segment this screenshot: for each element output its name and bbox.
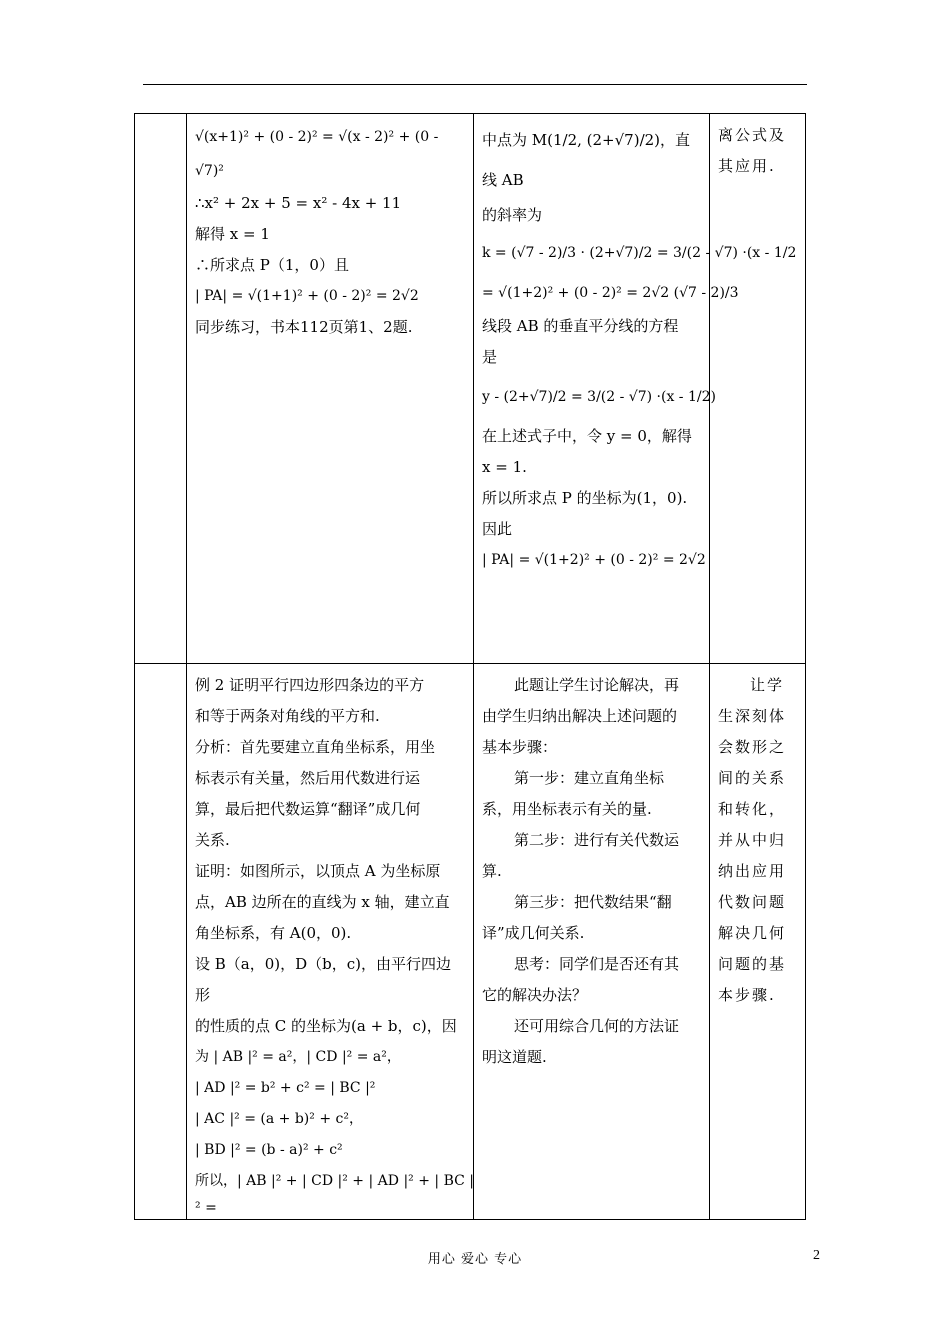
text-line: 中点为 M(1/2, (2+√7)/2)，直线 AB [482, 131, 691, 189]
text-line: 和转化， [718, 800, 787, 818]
footer-motto: 用心 爱心 专心 [427, 1252, 523, 1267]
text-line: 纳出应用 [718, 862, 787, 880]
equation-line: | AD |² = b² + c² = | BC |² [195, 1080, 376, 1096]
equation-line: | BD |² = (b - a)² + c² [195, 1142, 343, 1158]
text-line: 并从中归 [718, 831, 787, 849]
text-line: 所以所求点 P 的坐标为(1，0). [482, 489, 688, 507]
text-line: 思考：同学们是否还有其 [514, 955, 680, 973]
discussion-cell [474, 664, 710, 1220]
text-line: 因此 [482, 520, 513, 538]
text-line: 角坐标系，有 A(0，0). [195, 924, 352, 942]
text-line: 的斜率为 [482, 206, 543, 224]
text-line: 明这道题. [482, 1048, 547, 1066]
text-line: 问题的基 [718, 955, 787, 973]
text-line: 分析：首先要建立直角坐标系，用坐 [195, 738, 436, 756]
equation-line: ² = [195, 1200, 217, 1216]
equation-line: k = (√7 - 2)/3 · (2+√7)/2 = 3/(2 - √7) ·(x - 1/2 [482, 245, 797, 261]
empty-cell [135, 114, 187, 664]
table-row [135, 114, 806, 664]
text-line: ∴所求点 P（1，0）且 [195, 256, 349, 274]
purpose-cell [710, 114, 806, 664]
empty-cell [135, 664, 187, 1220]
equation-line: | AC |² = (a + b)² + c²， [195, 1111, 363, 1127]
text-line: 和等于两条对角线的平方和. [195, 707, 380, 725]
text-line: 离公式及 [718, 126, 787, 144]
text-line: 解决几何 [718, 924, 787, 942]
text-line: 由学生归纳出解决上述问题的 [482, 707, 678, 725]
table-row [135, 664, 806, 1220]
equation-line: 为 | AB |² = a²，| CD |² = a²， [195, 1049, 401, 1065]
text-line: 标表示有关量，然后用代数进行运 [195, 769, 421, 787]
purpose-cell [710, 664, 806, 1220]
text-line: 本步骤. [718, 986, 776, 1004]
text-line: 线段 AB 的垂直平分线的方程 [482, 317, 679, 335]
text-line: 算，最后把代数运算“翻译”成几何 [195, 800, 421, 818]
text-line: 设 B（a，0)，D（b，c)，由平行四边形 [195, 955, 452, 1004]
text-line: 解得 x = 1 [195, 225, 270, 243]
text-line: 算. [482, 862, 502, 880]
text-line: 还可用综合几何的方法证 [514, 1017, 680, 1035]
text-line: 第二步：进行有关代数运 [514, 831, 680, 849]
text-line: 同步练习，书本112页第1、2题. [195, 318, 413, 336]
equation-line: | PA| = √(1+2)² + (0 - 2)² = 2√2 [482, 552, 706, 568]
text-line: 关系. [195, 831, 230, 849]
text-line: 此题让学生讨论解决，再 [514, 676, 680, 694]
text-line: 生深刻体 [718, 707, 787, 725]
text-line: 例 2 证明平行四边形四条边的平方 [195, 676, 425, 694]
text-line: 让学 [750, 676, 785, 694]
text-line: 译”成几何关系. [482, 924, 585, 942]
text-line: 它的解决办法？ [482, 986, 588, 1004]
text-line: ∴x² + 2x + 5 = x² - 4x + 11 [195, 194, 402, 212]
text-line: 的性质的点 C 的坐标为(a + b，c)，因 [195, 1017, 457, 1035]
text-line: 第三步：把代数结果“翻 [514, 893, 672, 911]
text-line: 证明：如图所示，以顶点 A 为坐标原 [195, 862, 441, 880]
text-line: 基本步骤： [482, 738, 558, 756]
text-line: 系，用坐标表示有关的量. [482, 800, 652, 818]
text-line: 其应用. [718, 157, 776, 175]
equation-line: y - (2+√7)/2 = 3/(2 - √7) ·(x - 1/2) [482, 389, 716, 405]
solution-cell [187, 114, 474, 664]
example-cell [187, 664, 474, 1220]
equation-line: 所以，| AB |² + | CD |² + | AD |² + | BC | [195, 1173, 474, 1189]
lesson-table [134, 113, 806, 1220]
text-line: x = 1. [482, 458, 527, 476]
text-line: 间的关系 [718, 769, 787, 787]
header-rule [143, 84, 807, 85]
equation-line: | PA| = √(1+1)² + (0 - 2)² = 2√2 [195, 288, 419, 304]
text-line: 是 [482, 348, 498, 366]
text-line: 第一步：建立直角坐标 [514, 769, 665, 787]
text-line: 在上述式子中，令 y = 0，解得 [482, 427, 692, 445]
text-line: 点，AB 边所在的直线为 x 轴，建立直 [195, 893, 450, 911]
page-number: 2 [813, 1248, 820, 1263]
text-line: 代数问题 [718, 893, 787, 911]
equation-line: = √(1+2)² + (0 - 2)² = 2√2 (√7 - 2)/3 [482, 285, 739, 301]
text-line: 会数形之 [718, 738, 787, 756]
equation-line: √(x+1)² + (0 - 2)² = √(x - 2)² + (0 - √7)² [195, 129, 439, 179]
